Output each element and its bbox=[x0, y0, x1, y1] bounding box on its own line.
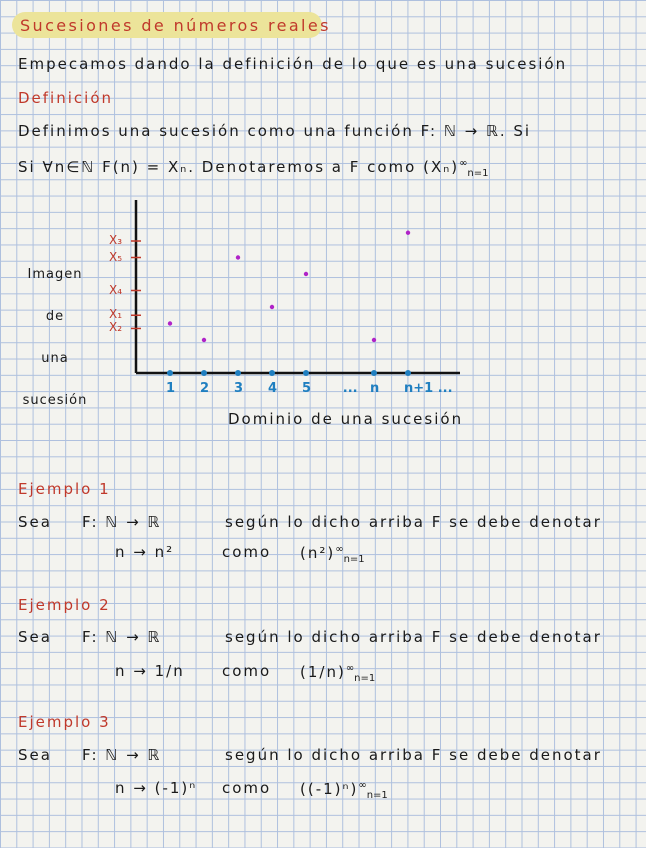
x-tick-label: n bbox=[370, 381, 380, 396]
ylabel-line-2: de bbox=[45, 309, 65, 324]
example-1-seq-super: ∞ bbox=[335, 544, 344, 555]
example-2-seq bbox=[300, 660, 375, 688]
example-3-func: F: ℕ → ℝ bbox=[82, 746, 162, 764]
example-2-seq-super: ∞ bbox=[345, 663, 355, 674]
x-tick-label: 4 bbox=[268, 381, 278, 396]
definition-line-2-text: Si ∀n∈ℕ F(n) = Xₙ. Denotaremos a F como (Xₙ) bbox=[18, 158, 460, 176]
example-2-text: según lo dicho arriba F se debe denotar bbox=[225, 628, 602, 646]
example-2-sea: Sea bbox=[18, 628, 52, 646]
example-2-heading: Ejemplo 2 bbox=[18, 596, 111, 614]
sequence-point bbox=[372, 338, 376, 342]
x-tick bbox=[235, 370, 241, 376]
y-tick-label: X₅ bbox=[109, 249, 123, 264]
example-3-seq bbox=[300, 777, 388, 805]
sequence-point bbox=[168, 321, 172, 325]
example-3-seq-base: ((-1)ⁿ) bbox=[300, 780, 359, 798]
y-tick-label: X₂ bbox=[109, 320, 123, 335]
example-1-seq-base: (n²) bbox=[300, 544, 336, 562]
title-highlight bbox=[12, 12, 331, 38]
page-title: Sucesiones de números reales bbox=[20, 16, 331, 35]
graph-xlabel: Dominio de una sucesión bbox=[228, 410, 464, 428]
definition-line-1: Definimos una sucesión como una función F: ℕ → ℝ. Si bbox=[18, 122, 532, 140]
seq-super: ∞ bbox=[459, 158, 468, 169]
x-tick-label: 5 bbox=[302, 381, 312, 396]
example-3-heading: Ejemplo 3 bbox=[18, 713, 111, 731]
definition-line-2 bbox=[18, 155, 489, 183]
example-2-func: F: ℕ → ℝ bbox=[82, 628, 162, 646]
example-3-text: según lo dicho arriba F se debe denotar bbox=[225, 746, 602, 764]
ylabel-line-4: sucesión bbox=[22, 393, 88, 408]
example-2-seq-sub: n=1 bbox=[354, 673, 376, 684]
sequence-point bbox=[202, 338, 206, 342]
example-3-como: como bbox=[222, 779, 272, 797]
ylabel-line-3: una bbox=[41, 351, 69, 366]
x-tick bbox=[201, 370, 207, 376]
x-ticks bbox=[167, 370, 411, 376]
ylabel-line-1: Imagen bbox=[27, 267, 83, 282]
graph-ylabel bbox=[20, 240, 90, 422]
sequence-point bbox=[236, 255, 240, 259]
y-ticks bbox=[131, 241, 141, 328]
example-1-heading: Ejemplo 1 bbox=[18, 480, 111, 498]
x-tick-label: 1 bbox=[166, 381, 176, 396]
definition-heading: Definición bbox=[18, 89, 113, 107]
example-1-seq-sub: n=1 bbox=[343, 554, 365, 565]
example-1-sea: Sea bbox=[18, 513, 52, 531]
y-tick-label: X₁ bbox=[109, 307, 123, 322]
x-tick bbox=[303, 370, 309, 376]
sequence-point bbox=[304, 272, 308, 276]
example-3-seq-super: ∞ bbox=[358, 780, 367, 791]
sequence-point bbox=[270, 305, 274, 309]
example-1-rule: n → n² bbox=[115, 543, 175, 561]
sequence-point bbox=[406, 231, 410, 235]
y-tick-label: X₃ bbox=[109, 233, 123, 247]
example-3-seq-sub: n=1 bbox=[366, 790, 388, 801]
points bbox=[168, 231, 410, 343]
x-tick-label: n+1 ... bbox=[404, 381, 453, 396]
example-3-rule: n → (-1)ⁿ bbox=[115, 779, 198, 797]
x-tick bbox=[405, 370, 411, 376]
x-tick bbox=[269, 370, 275, 376]
example-1-como: como bbox=[222, 543, 272, 561]
x-tick bbox=[371, 370, 377, 376]
seq-sub: n=1 bbox=[467, 168, 489, 179]
intro-text: Empecamos dando la definición de lo que es una sucesión bbox=[18, 55, 568, 73]
x-tick-label: 2 bbox=[200, 381, 210, 396]
example-1-func: F: ℕ → ℝ bbox=[82, 513, 162, 531]
example-3-sea: Sea bbox=[18, 746, 52, 764]
x-tick-label: ... bbox=[342, 381, 358, 396]
example-2-seq-base: (1/n) bbox=[300, 663, 346, 681]
example-2-rule: n → 1/n bbox=[115, 662, 185, 680]
y-tick-label: X₄ bbox=[109, 282, 123, 297]
example-1-text: según lo dicho arriba F se debe denotar bbox=[225, 513, 602, 531]
example-1-seq bbox=[300, 541, 365, 569]
x-tick-label: 3 bbox=[234, 381, 244, 396]
example-2-como: como bbox=[222, 662, 272, 680]
x-tick bbox=[167, 370, 173, 376]
